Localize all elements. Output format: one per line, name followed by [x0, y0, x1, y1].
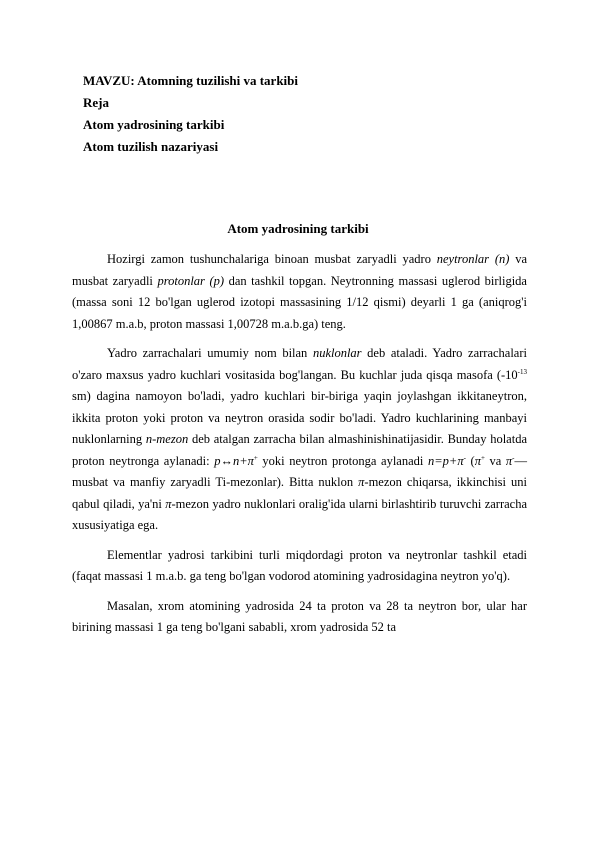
- plan-block: [83, 70, 298, 158]
- plan-item-2: Atom tuzilish nazariyasi: [83, 139, 219, 154]
- p2-pi-2: π: [165, 496, 172, 511]
- p2-text-8: — musbat va manfiy zaryadli Ti-mezonlar). Bitta nuklon: [72, 453, 527, 489]
- p1-term-protons: protonlar (p): [157, 273, 225, 288]
- p2-pi-plus: π: [474, 453, 481, 468]
- p2-text-9: -mezon chiqarsa, ikkinchisi uni qabul qiladi, ya'ni: [72, 475, 527, 511]
- p2-formula-2-charge: -: [463, 453, 466, 462]
- p2-text-5: yoki neytron protonga aylanadi: [257, 453, 428, 468]
- plan-item-1: Atom yadrosining tarkibi: [83, 117, 225, 132]
- p2-text-3: sm) dagina namoyon bo'ladi, yadro kuchlari bir-biriga yaqin joylashgan ikkitaneytron, ikkita proton yoki proton va neytron orasida sodir bo'ladi. Yadro kuchlarining manbayi nuklonlarning: [72, 389, 527, 446]
- p2-formula-2: n=p+π: [427, 453, 464, 468]
- paragraph-1: [72, 249, 527, 335]
- p2-pi-minus: π: [505, 453, 513, 468]
- body-text: [72, 249, 527, 639]
- p2-pi-1: π: [358, 475, 365, 489]
- p2-text-6: (: [465, 453, 475, 468]
- p1-text-1: Hozirgi zamon tushunchalariga binoan musbat zaryadli yadro: [107, 252, 437, 266]
- p1-term-neutrons: neytronlar (n): [436, 252, 510, 266]
- p2-text-10: -mezon yadro nuklonlari oralig'ida ularni birlashtirib turuvchi zarracha xususiyatiga ega.: [72, 496, 528, 532]
- p2-pi-minus-charge: -: [512, 453, 515, 462]
- paragraph-4: Masalan, xrom atomining yadrosida 24 ta proton va 28 ta neytron bor, ular har birining massasi 1 ga teng bo'lgani sababli, xrom yadrosida 52 ta: [72, 598, 527, 634]
- p2-text-4: deb atalgan zarracha bilan almashinishinatijasidir. Bunday holatda proton neytronga aylanadi:: [72, 432, 527, 468]
- p2-term-nucleons: nuklonlar: [312, 346, 362, 360]
- topic-heading: MAVZU: Atomning tuzilishi va tarkibi: [83, 73, 299, 88]
- section-title: Atom yadrosining tarkibi: [227, 221, 369, 236]
- p2-exponent: -13: [517, 367, 527, 376]
- p2-formula-1-charge: +: [253, 453, 258, 462]
- p2-text-1: Yadro zarrachalari umumiy nom bilan: [107, 346, 313, 360]
- p1-text-2: va musbat zaryadli: [72, 252, 527, 288]
- p2-formula-1: p↔n+π: [214, 453, 254, 468]
- p2-text-7: va: [484, 453, 506, 468]
- paragraph-2: [72, 343, 527, 537]
- paragraph-3: Elementlar yadrosi tarkibini turli miqdordagi proton va neytronlar tashkil etadi (faqat massasi 1 m.a.b. ga teng bo'lgan vodorod atomining yadrosidagina neytron yo'q).: [72, 547, 527, 583]
- p2-term-meson: n-mezon: [145, 432, 189, 446]
- p1-text-3: dan tashkil topgan. Neytronning massasi uglerod birligida (massa soni 12 bo'lgan uglerod izotopi massasining 1/12 qismi) deyarli 1 ga (aniqrog'i 1,00867 m.a.b, proton massasi 1,00728 m.a.b.ga) teng.: [72, 273, 527, 331]
- plan-label: Reja: [83, 95, 109, 110]
- p2-pi-plus-charge: +: [480, 453, 485, 462]
- p2-text-2: deb ataladi. Yadro zarrachalari o'zaro maxsus yadro kuchlari vositasida bog'langan. Bu kuchlar juda qisqa masofa (-10: [72, 346, 527, 382]
